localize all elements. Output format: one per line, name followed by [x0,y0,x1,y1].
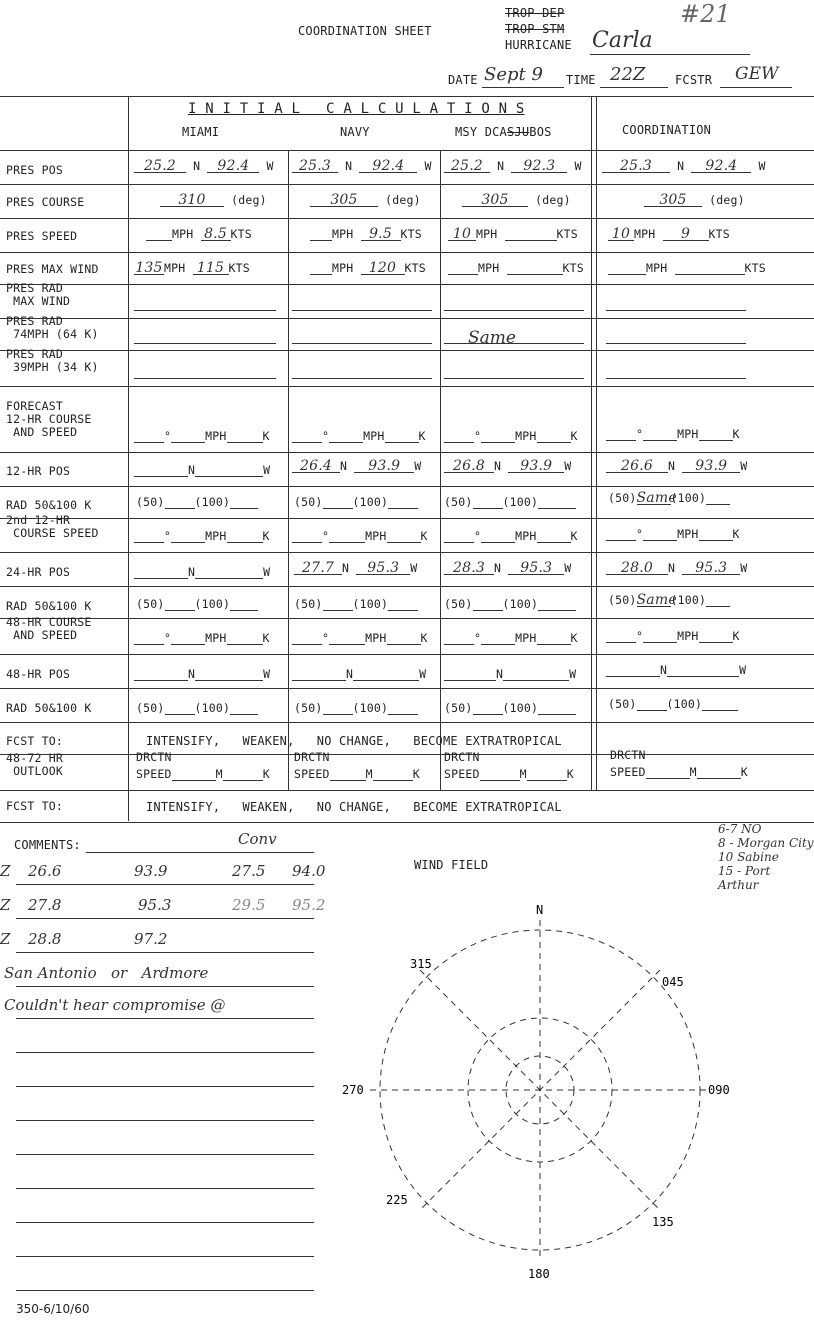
type-option-trop-stm[interactable]: TROP STM [505,22,565,36]
miami-outlook-drctn: DRCTN [136,750,172,764]
fcstr-value: GEW [735,64,779,84]
miami-48c: ° MPH K [134,630,270,645]
navy-12-w[interactable]: 93.9 [354,458,414,473]
miami-wind-mph[interactable]: 135 [135,260,163,276]
msy-pres-pos: 25.2 N 92.3 W [444,158,582,173]
wind-field-n: N [536,903,544,917]
miami-rad-a: (50) (100) [136,494,258,509]
column-msy [455,125,552,139]
row-label-pres-rad-74: PRES RAD 74MPH (64 K) [6,314,99,341]
navy-24-pos: 27.7 N 95.3 W [294,560,417,575]
navy-2nd12: ° MPH K [292,528,428,543]
page-title: COORDINATION SHEET [298,24,432,38]
wind-field-045: 045 [662,975,684,989]
msy-pres-max-wind: MPH KTS [448,260,584,275]
type-option-hurricane[interactable]: HURRICANE [505,38,572,52]
row-label-24-hr-pos: 24-HR POS [6,565,71,579]
navy-24-n[interactable]: 27.7 [294,560,342,575]
msy-prefix: MSY DCA [455,125,507,139]
coord-speed-mph[interactable]: 10 [608,226,634,241]
navy-wind-mph[interactable]: 120 [361,260,405,275]
row-label-rad-b: RAD 50&100 K [6,599,92,613]
wind-field-title: WIND FIELD [414,858,489,872]
wind-field-180: 180 [528,1267,550,1281]
row-label-pres-speed: PRES SPEED [6,229,78,243]
navy-pres-pos: 25.3 N 92.4 W [292,158,432,173]
comment-line-2: Z 27.8 95.3 29.5 95.2 [0,896,326,914]
coord-24-pos: 28.0 N 95.3 W [606,560,747,575]
miami-course[interactable]: 310 [160,192,224,207]
comment-line-3: Z 28.8 97.2 [0,930,168,948]
navy-rad-a: (50) (100) [294,494,418,509]
msy-48c: ° MPH K [444,630,578,645]
msy-outlook-drctn: DRCTN [444,750,480,764]
row-label-fcst-to-2: FCST TO: [6,799,63,813]
navy-fc12: ° MPH K [292,428,426,443]
miami-pres-max-wind: 135MPH 115 KTS [135,260,250,276]
coord-12-pos: 26.6 N 93.9 W [606,458,747,473]
row-label-forecast-12: FORECAST 12-HR COURSE AND SPEED [6,399,92,439]
row-label-48-course: 48-HR COURSE AND SPEED [6,615,92,642]
navy-rad-b: (50) (100) [294,596,418,611]
miami-pos-n[interactable]: 25.2 [134,158,186,173]
miami-2nd12: ° MPH K [134,528,270,543]
miami-24-pos: N W [134,564,270,579]
navy-rad-c: (50) (100) [294,700,418,715]
storm-number: #21 [680,0,731,28]
row-label-rad-c: RAD 50&100 K [6,701,92,715]
msy-suffix: BOS [529,125,552,139]
row-label-48-hr-pos: 48-HR POS [6,667,71,681]
row-label-pres-pos: PRES POS [6,163,63,177]
navy-outlook-speed: SPEED M K [294,767,420,781]
section-title: I N I T I A L C A L C U L A T I O N S [188,101,525,117]
column-navy: NAVY [340,125,370,139]
navy-24-w[interactable]: 95.3 [356,560,410,575]
coord-pres-max-wind: MPH KTS [608,260,766,275]
msy-pos-n[interactable]: 25.2 [444,158,490,173]
navy-pres-max-wind: MPH 120 KTS [310,260,426,275]
row-label-fcst-to: FCST TO: [6,734,63,748]
msy-rad-c: (50) (100) [444,700,576,715]
msy-rad-a: (50) (100) [444,494,576,509]
miami-rad-c: (50) (100) [136,700,258,715]
coord-rad50-a[interactable]: Same [636,490,677,506]
miami-pos-w[interactable]: 92.4 [207,158,259,173]
msy-pres-speed: 10 MPH KTS [448,226,578,241]
coord-rad50-b[interactable]: Same [636,592,677,608]
column-coordination: COORDINATION [622,123,712,137]
navy-course[interactable]: 305 [310,192,378,207]
miami-pres-course: 310 (deg) [160,192,267,207]
msy-fc12: ° MPH K [444,428,578,443]
coord-12-n[interactable]: 26.6 [606,458,668,473]
coord-rad-c: (50) (100) [608,696,738,711]
row-label-12-hr-pos: 12-HR POS [6,464,71,478]
coord-12-w[interactable]: 93.9 [682,458,740,473]
comments-heading: Conv [238,830,277,848]
miami-speed-kts[interactable]: 8.5 [201,226,231,241]
navy-pres-speed: MPH 9.5 KTS [310,226,422,241]
wind-field-090: 090 [708,1083,730,1097]
miami-outlook-speed: SPEED M K [136,767,270,781]
fcst-options-2[interactable]: INTENSIFY, WEAKEN, NO CHANGE, BECOME EXTRATROPICAL [146,800,562,814]
type-option-trop-dep[interactable]: TROP DEP [505,6,565,20]
row-label-outlook: 48-72 HR OUTLOOK [6,751,63,778]
row-label-pres-course: PRES COURSE [6,195,85,209]
coord-48-pos: N W [606,662,746,677]
row-label-pres-max-wind: PRES MAX WIND [6,262,99,276]
wind-field-diagram [340,890,740,1310]
coord-outlook-drctn: DRCTN [610,748,646,762]
date-value: Sept 9 [484,64,543,85]
navy-speed-mph[interactable]: 9.5 [361,226,401,241]
miami-48-pos: N W [134,666,270,681]
navy-48-pos: N W [292,666,426,681]
row-label-2nd-12: 2nd 12-HR COURSE SPEED [6,513,99,540]
coord-pos-w[interactable]: 92.4 [691,158,751,173]
wind-field-135: 135 [652,1215,674,1229]
coord-pres-course: 305 (deg) [644,192,745,207]
row-label-rad-a: RAD 50&100 K [6,498,92,512]
navy-pos-n[interactable]: 25.3 [292,158,338,173]
coord-24-w[interactable]: 95.3 [682,560,740,575]
miami-12-pos: N W [134,462,270,477]
msy-24-pos: 28.3 N 95.3 W [444,560,571,575]
msy-pres-course: 305 (deg) [462,192,571,207]
msy-struck: SJU [506,125,530,139]
msy-2nd12: ° MPH K [444,528,578,543]
coord-pres-pos: 25.3 N 92.4 W [602,158,766,173]
comment-line-1: Z 26.6 93.9 27.5 94.0 [0,862,326,880]
coord-2nd12: ° MPH K [606,526,740,541]
wind-field-225: 225 [386,1193,408,1207]
wind-field-315: 315 [410,957,432,971]
wind-field-270: 270 [342,1083,364,1097]
miami-pres-speed: MPH 8.5 KTS [146,226,252,241]
time-label: TIME [566,73,596,87]
msy-rad-74[interactable]: Same [468,328,516,348]
miami-pres-pos: 25.2 N 92.4 W [134,158,274,173]
coord-outlook-speed: SPEED M K [610,765,748,779]
msy-12-n[interactable]: 26.8 [444,458,494,473]
navy-48c: ° MPH K [292,630,428,645]
msy-12-pos: 26.8 N 93.9 W [444,458,571,473]
fcst-options-1[interactable]: INTENSIFY, WEAKEN, NO CHANGE, BECOME EXTRATROPICAL [146,734,562,748]
navy-12-n[interactable]: 26.4 [292,458,340,473]
coord-rad-b: (50)Same(100) [608,592,730,607]
msy-outlook-speed: SPEED M K [444,767,574,781]
row-label-pres-rad-39: PRES RAD 39MPH (34 K) [6,347,99,374]
row-label-pres-rad-max-wind: PRES RAD MAX WIND [6,281,71,308]
fcstr-label: FCSTR [675,73,713,87]
miami-rad-b: (50) (100) [136,596,258,611]
msy-course[interactable]: 305 [462,192,528,207]
coord-pos-n[interactable]: 25.3 [602,158,670,173]
miami-fc12: ° MPH K [134,428,270,443]
comment-line-5: Couldn't hear compromise @ [4,996,226,1014]
coord-fc12: ° MPH K [606,426,740,441]
storm-name: Carla [592,28,653,53]
navy-12-pos: 26.4 N 93.9 W [292,458,421,473]
comment-line-4: San Antonio or Ardmore [4,964,209,982]
miami-wind-kts[interactable]: 115 [193,260,229,275]
comments-label: COMMENTS: [14,838,81,852]
coord-course[interactable]: 305 [644,192,702,207]
msy-pos-w[interactable]: 92.3 [511,158,567,173]
coord-48c: ° MPH K [606,628,740,643]
coord-24-n[interactable]: 28.0 [606,560,668,575]
msy-speed-mph[interactable]: 10 [448,226,476,241]
date-label: DATE [448,73,478,87]
msy-48-pos: N W [444,666,576,681]
form-number: 350-6/10/60 [16,1302,90,1316]
time-value: 22Z [610,64,646,85]
coord-rad-a: (50)Same(100) [608,490,730,505]
coord-pres-speed: 10 MPH 9 KTS [608,226,730,241]
navy-pos-w[interactable]: 92.4 [359,158,417,173]
side-note: 6-7 NO 8 - Morgan City 10 Sabine 15 - Port Arthur [718,822,814,892]
navy-pres-course: 305 (deg) [310,192,421,207]
column-miami: MIAMI [182,125,220,139]
coord-speed-kts[interactable]: 9 [663,226,709,241]
msy-24-n[interactable]: 28.3 [444,560,494,575]
navy-outlook-drctn: DRCTN [294,750,330,764]
msy-24-w[interactable]: 95.3 [508,560,564,575]
msy-12-w[interactable]: 93.9 [508,458,564,473]
msy-rad-b: (50) (100) [444,596,576,611]
